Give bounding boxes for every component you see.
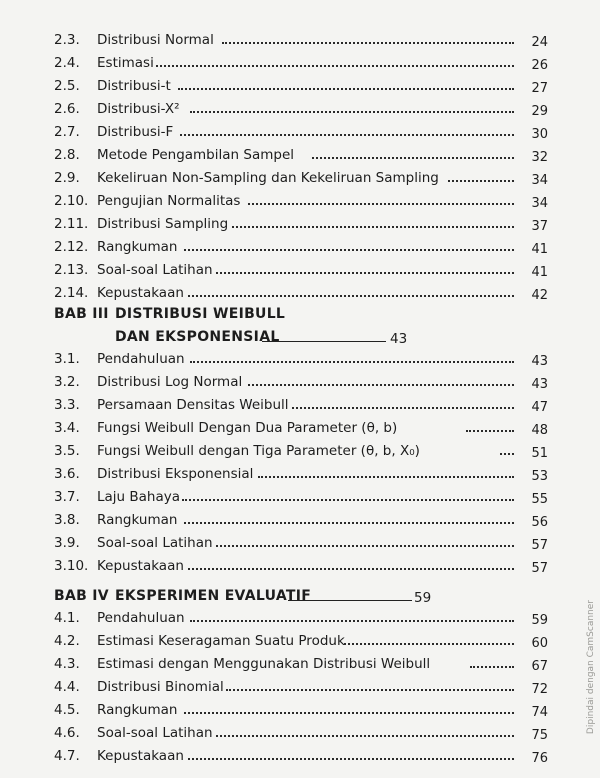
- entry-number: 4.6.: [54, 725, 80, 741]
- entry-number: 2.12.: [54, 239, 89, 255]
- entry-title: Rangkuman: [97, 512, 178, 528]
- toc-entry: [0, 653, 548, 675]
- entry-title: Kepustakaan: [97, 558, 184, 574]
- entry-title: Distribusi Eksponensial: [97, 466, 254, 482]
- entry-page: 48: [531, 423, 548, 438]
- leader-dots: [466, 430, 514, 432]
- toc-entry: [0, 486, 548, 508]
- entry-title: Soal-soal Latihan: [97, 262, 213, 278]
- toc-entry: [0, 722, 548, 744]
- entry-number: 4.1.: [54, 610, 80, 626]
- chapter-label: BAB IV: [54, 588, 109, 604]
- leader-dots: [156, 65, 514, 67]
- entry-number: 4.5.: [54, 702, 80, 718]
- entry-number: 2.7.: [54, 124, 80, 140]
- toc-entry: [0, 417, 548, 439]
- leader-dots: [222, 42, 514, 44]
- entry-page: 72: [531, 682, 548, 697]
- entry-page: 41: [531, 265, 548, 280]
- entry-page: 76: [531, 751, 548, 766]
- toc-entry: [0, 676, 548, 698]
- toc-entry: [0, 463, 548, 485]
- toc-entry: [0, 745, 548, 767]
- entry-page: 60: [531, 636, 548, 651]
- leader-dots: [248, 203, 514, 205]
- entry-title: Estimasi dengan Menggunakan Distribusi Weibull: [97, 656, 431, 672]
- leader-dots: [232, 226, 514, 228]
- leader-dots: [500, 453, 514, 455]
- entry-page: 55: [531, 492, 548, 507]
- chapter-page: 43: [390, 331, 408, 347]
- leader-dots: [292, 407, 514, 409]
- chapter-4-heading: [0, 585, 600, 607]
- entry-number: 2.10.: [54, 193, 89, 209]
- leader-dots: [190, 620, 514, 622]
- entry-page: 43: [531, 377, 548, 392]
- chapter-label: BAB III: [54, 306, 109, 322]
- entry-number: 2.13.: [54, 262, 89, 278]
- entry-title: Pendahuluan: [97, 610, 185, 626]
- entry-title: Kepustakaan: [97, 748, 184, 764]
- entry-title: Estimasi Keseragaman Suatu Produk: [97, 633, 345, 649]
- entry-title: Kekeliruan Non-Sampling dan Kekeliruan Sampling: [97, 170, 439, 186]
- leader-dots: [188, 295, 514, 297]
- entry-number: 4.7.: [54, 748, 80, 764]
- toc-entry: [0, 236, 548, 258]
- entry-title: Soal-soal Latihan: [97, 725, 213, 741]
- entry-number: 2.8.: [54, 147, 80, 163]
- entry-number: 3.8.: [54, 512, 80, 528]
- entry-title: Distribusi Binomial: [97, 679, 224, 695]
- entry-number: 4.4.: [54, 679, 80, 695]
- entry-number: 3.7.: [54, 489, 80, 505]
- entry-number: 4.3.: [54, 656, 80, 672]
- entry-title: Rangkuman: [97, 239, 178, 255]
- toc-entry: [0, 348, 548, 370]
- entry-number: 3.9.: [54, 535, 80, 551]
- entry-number: 2.14.: [54, 285, 89, 301]
- entry-number: 3.2.: [54, 374, 80, 390]
- leader-dots: [470, 666, 514, 668]
- entry-page: 56: [531, 515, 548, 530]
- leader-dots: [312, 157, 514, 159]
- entry-number: 3.1.: [54, 351, 80, 367]
- entry-title: Distribusi Normal: [97, 32, 214, 48]
- entry-page: 27: [531, 81, 548, 96]
- entry-number: 3.4.: [54, 420, 80, 436]
- leader-dots: [184, 249, 514, 251]
- entry-page: 57: [531, 538, 548, 553]
- entry-page: 29: [531, 104, 548, 119]
- chapter-rule: [288, 600, 412, 601]
- entry-page: 42: [531, 288, 548, 303]
- toc-entry: [0, 394, 548, 416]
- entry-page: 24: [531, 35, 548, 50]
- entry-page: 32: [531, 150, 548, 165]
- leader-dots: [216, 272, 514, 274]
- chapter-title: DISTRIBUSI WEIBULL: [115, 306, 286, 322]
- toc-entry: [0, 509, 548, 531]
- leader-dots: [184, 712, 514, 714]
- entry-number: 3.5.: [54, 443, 80, 459]
- chapter-page: 59: [414, 590, 432, 606]
- entry-title: Distribusi-F: [97, 124, 174, 140]
- entry-title: Kepustakaan: [97, 285, 184, 301]
- leader-dots: [188, 758, 514, 760]
- toc-entry: [0, 630, 548, 652]
- entry-number: 3.6.: [54, 466, 80, 482]
- leader-dots: [216, 735, 514, 737]
- scanner-watermark: Dipindai dengan CamScanner: [586, 600, 596, 735]
- entry-number: 2.4.: [54, 55, 80, 71]
- entry-title: Estimasi: [97, 55, 154, 71]
- entry-page: 37: [531, 219, 548, 234]
- leader-dots: [248, 384, 514, 386]
- entry-title: Distribusi-X²: [97, 101, 180, 117]
- entry-number: 3.3.: [54, 397, 80, 413]
- entry-title: Persamaan Densitas Weibull: [97, 397, 289, 413]
- entry-number: 2.3.: [54, 32, 80, 48]
- entry-page: 41: [531, 242, 548, 257]
- leader-dots: [182, 499, 514, 501]
- entry-title: Metode Pengambilan Sampel: [97, 147, 294, 163]
- entry-title: Fungsi Weibull dengan Tiga Parameter (θ, b, X₀): [97, 443, 420, 459]
- chapter-title: EKSPERIMEN EVALUATIF: [115, 588, 312, 604]
- toc-entry: [0, 144, 548, 166]
- entry-page: 59: [531, 613, 548, 628]
- entry-page: 47: [531, 400, 548, 415]
- entry-page: 75: [531, 728, 548, 743]
- chapter-3-heading-line2: [0, 326, 600, 348]
- chapter-rule: [262, 341, 386, 342]
- toc-entry: [0, 259, 548, 281]
- toc-entry: [0, 190, 548, 212]
- entry-number: 3.10.: [54, 558, 89, 574]
- leader-dots: [216, 545, 514, 547]
- entry-page: 53: [531, 469, 548, 484]
- leader-dots: [226, 689, 514, 691]
- toc-entry: [0, 440, 548, 462]
- leader-dots: [178, 88, 514, 90]
- entry-number: 2.9.: [54, 170, 80, 186]
- entry-number: 2.5.: [54, 78, 80, 94]
- leader-dots: [344, 643, 514, 645]
- leader-dots: [448, 180, 514, 182]
- toc-entry: [0, 532, 548, 554]
- entry-page: 74: [531, 705, 548, 720]
- toc-entry: [0, 167, 548, 189]
- toc-entry: [0, 121, 548, 143]
- leader-dots: [180, 134, 514, 136]
- entry-number: 2.6.: [54, 101, 80, 117]
- entry-number: 4.2.: [54, 633, 80, 649]
- leader-dots: [258, 476, 514, 478]
- entry-page: 57: [531, 561, 548, 576]
- entry-page: 34: [531, 173, 548, 188]
- toc-entry: [0, 213, 548, 235]
- entry-title: Rangkuman: [97, 702, 178, 718]
- entry-title: Pendahuluan: [97, 351, 185, 367]
- chapter-title: DAN EKSPONENSIAL: [115, 329, 280, 345]
- entry-title: Pengujian Normalitas: [97, 193, 241, 209]
- leader-dots: [190, 111, 514, 113]
- toc-entry: [0, 555, 548, 577]
- entry-page: 34: [531, 196, 548, 211]
- toc-entry: [0, 371, 548, 393]
- entry-page: 67: [531, 659, 548, 674]
- entry-title: Distribusi Log Normal: [97, 374, 243, 390]
- toc-entry: [0, 52, 548, 74]
- toc-entry: [0, 98, 548, 120]
- toc-entry: [0, 29, 548, 51]
- entry-number: 2.11.: [54, 216, 89, 232]
- toc-entry: [0, 75, 548, 97]
- entry-page: 43: [531, 354, 548, 369]
- entry-title: Distribusi Sampling: [97, 216, 229, 232]
- chapter-3-heading: [0, 303, 600, 325]
- leader-dots: [190, 361, 514, 363]
- toc-entry: [0, 282, 548, 304]
- toc-entry: [0, 699, 548, 721]
- leader-dots: [184, 522, 514, 524]
- toc-entry: [0, 607, 548, 629]
- entry-title: Fungsi Weibull Dengan Dua Parameter (θ, b): [97, 420, 398, 436]
- entry-title: Distribusi-t: [97, 78, 171, 94]
- entry-title: Soal-soal Latihan: [97, 535, 213, 551]
- entry-page: 30: [531, 127, 548, 142]
- entry-page: 51: [531, 446, 548, 461]
- entry-page: 26: [531, 58, 548, 73]
- leader-dots: [188, 568, 514, 570]
- entry-title: Laju Bahaya: [97, 489, 181, 505]
